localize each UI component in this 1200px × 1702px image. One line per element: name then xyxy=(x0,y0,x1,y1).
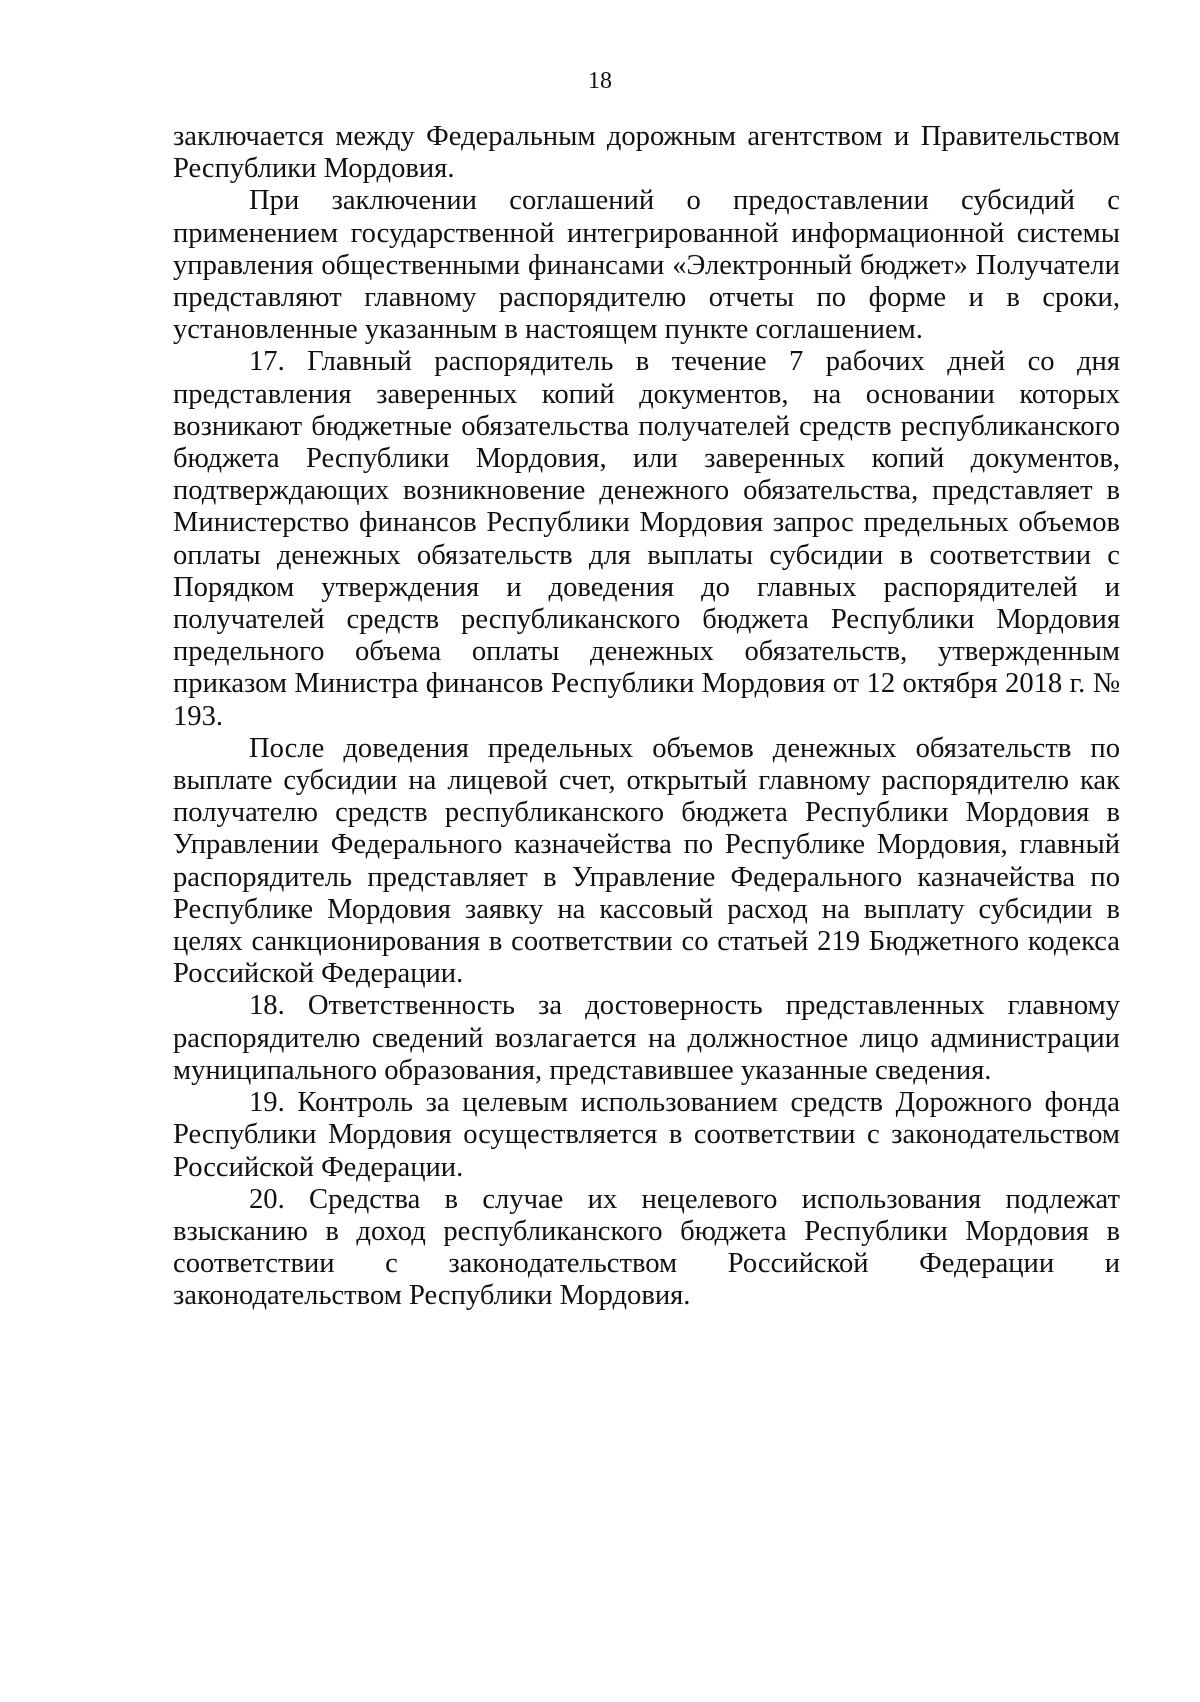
paragraph-18: 18. Ответственность за достоверность представленных главному распорядителю сведений возлагается на должностное лицо администрации муниципального образования, представившее указанные сведения. xyxy=(173,990,1120,1086)
paragraph-after-limits: После доведения предельных объемов денежных обязательств по выплате субсидии на лицевой счет, открытый главному распорядителю как получателю средств республиканского бюджета Республики Мордовия в Управлении Федерального казначейства по Республике Мордовия, главный распорядитель представляет в Управление Федерального казначейства по Республике Мордовия заявку на кассовый расход на выплату субсидии в целях санкционирования в соответствии со статьей 219 Бюджетного кодекса Российской Федерации. xyxy=(173,732,1120,990)
paragraph-20: 20. Средства в случае их нецелевого использования подлежат взысканию в доход республиканского бюджета Республики Мордовия в соответствии с законодательством Российской Федерации и законодательством Республики Мордовия. xyxy=(173,1183,1120,1312)
page-number: 18 xyxy=(588,68,612,94)
document-body xyxy=(173,121,1120,1313)
paragraph-19: 19. Контроль за целевым использованием средств Дорожного фонда Республики Мордовия осуществляется в соответствии с законодательством Российской Федерации. xyxy=(173,1087,1120,1183)
paragraph-continuation: заключается между Федеральным дорожным агентством и Правительством Республики Мордовия. xyxy=(173,121,1120,185)
paragraph-electronic-budget: При заключении соглашений о предоставлении субсидий с применением государственной интегрированной информационной системы управления общественными финансами «Электронный бюджет» Получатели представляют главному распорядителю отчеты по форме и в сроки, установленные указанным в настоящем пункте соглашением. xyxy=(173,185,1120,346)
paragraph-17: 17. Главный распорядитель в течение 7 рабочих дней со дня представления заверенных копий документов, на основании которых возникают бюджетные обязательства получателей средств республиканского бюджета Республики Мордовия, или заверенных копий документов, подтверждающих возникновение денежного обязательства, представляет в Министерство финансов Республики Мордовия запрос предельных объемов оплаты денежных обязательств для выплаты субсидии в соответствии с Порядком утверждения и доведения до главных распорядителей и получателей средств республиканского бюджета Республики Мордовия предельного объема оплаты денежных обязательств, утвержденным приказом Министра финансов Республики Мордовия от 12 октября 2018 г. № 193. xyxy=(173,346,1120,732)
